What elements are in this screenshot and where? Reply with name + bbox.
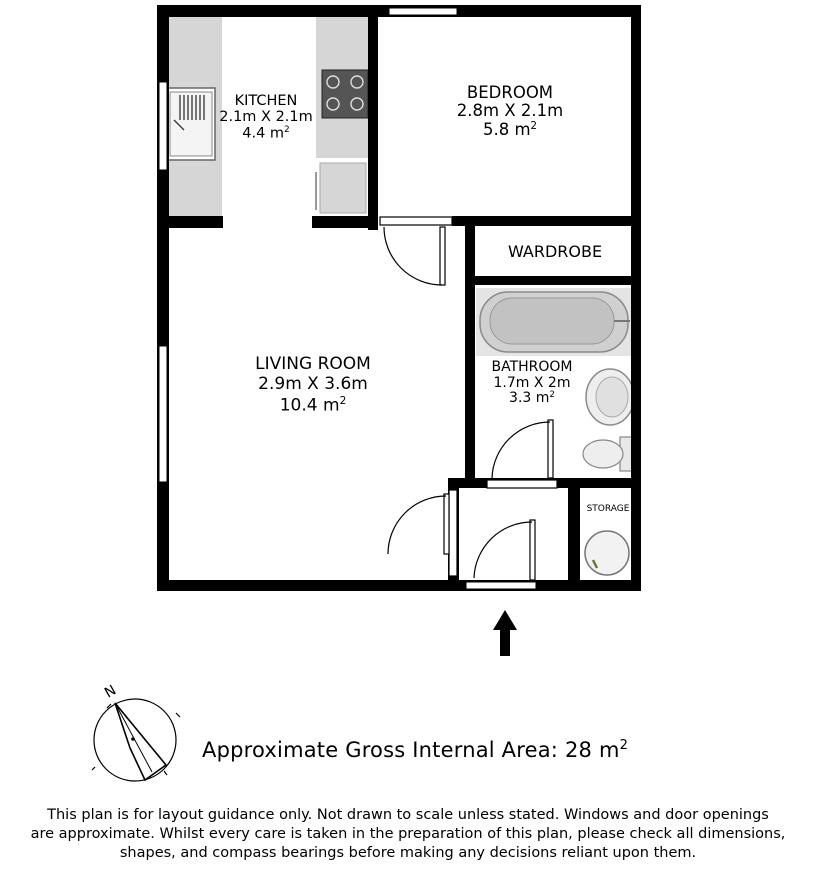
- wall-wardrobe-bottom: [465, 276, 641, 285]
- door-bedroom-frame: [380, 217, 452, 225]
- wall-kitchen-living-left: [157, 216, 223, 228]
- wall-kitchen-bedroom: [368, 5, 378, 230]
- wardrobe-label: [480, 243, 630, 261]
- disclaimer: [0, 806, 816, 863]
- compass-needle: [115, 703, 166, 780]
- kitchen-name: KITCHEN: [234, 93, 298, 109]
- window-kitchen: [159, 82, 167, 170]
- window-living: [159, 346, 167, 482]
- kitchen-dimensions: 2.1m X 2.1m: [219, 109, 313, 126]
- gross-internal-area: [202, 738, 722, 762]
- compass-north-letter: N: [102, 682, 120, 702]
- wardrobe-name: WARDROBE: [507, 242, 603, 261]
- wall-bedroom-bottom: [452, 216, 641, 226]
- bathroom-label: [472, 360, 592, 407]
- window-bedroom: [389, 8, 457, 15]
- door-living-swing: [388, 496, 446, 554]
- door-hall-swing: [474, 522, 532, 578]
- living-room-name: LIVING ROOM: [255, 354, 371, 374]
- bedroom-label: [420, 84, 600, 140]
- living-room-label: [218, 354, 408, 415]
- door-bathroom-leaf: [548, 420, 553, 478]
- disclaimer-line-2: are approximate. Whilst every care is taken in the preparation of this plan, please check all dimensions,: [30, 826, 786, 843]
- bathroom-area: 3.3 $m^2$: [509, 390, 555, 407]
- kitchen-area: 4.4 $m^2$: [242, 125, 290, 142]
- wall-kitchen-living-right: [312, 216, 378, 228]
- fridge: [320, 163, 366, 213]
- door-living-leaf: [444, 494, 449, 554]
- disclaimer-line-3: shapes, and compass bearings before making any decisions reliant upon them.: [119, 845, 697, 862]
- door-bathroom-swing: [492, 422, 550, 478]
- living-room-area: 10.4 $m^2$: [279, 394, 347, 416]
- bedroom-area: 5.8 $m^2$: [482, 120, 538, 140]
- disclaimer-line-1: This plan is for layout guidance only. Not drawn to scale unless stated. Windows and door openings: [47, 807, 769, 823]
- window-entrance: [466, 582, 536, 589]
- door-bedroom-swing: [384, 227, 442, 285]
- door-hall-leaf: [530, 520, 535, 580]
- washbasin-bowl: [596, 377, 628, 417]
- gross-area-unit-sup: 2: [619, 738, 629, 754]
- storage-label: [580, 504, 636, 514]
- bedroom-name: BEDROOM: [466, 83, 554, 102]
- entrance-arrow-icon: [493, 610, 517, 656]
- bathtub-basin: [490, 298, 614, 344]
- toilet-icon: [583, 440, 623, 468]
- compass-icon: [92, 699, 180, 781]
- kitchen-label: [200, 93, 332, 142]
- storage-name: STORAGE: [586, 504, 630, 514]
- door-bathroom-frame: [487, 480, 557, 488]
- door-living-frame: [449, 490, 457, 576]
- gross-area-text: Approximate Gross Internal Area: 28 m: [202, 738, 620, 762]
- wall-storage-left: [568, 478, 580, 591]
- storage-fixtures: [585, 531, 629, 575]
- living-room-dimensions: 2.9m X 3.6m: [258, 374, 368, 395]
- door-bedroom-leaf: [440, 227, 445, 285]
- bedroom-dimensions: 2.8m X 2.1m: [456, 101, 564, 121]
- bathroom-dimensions: 1.7m X 2m: [493, 374, 571, 391]
- boiler-icon: [585, 531, 629, 575]
- bathroom-name: BATHROOM: [491, 359, 573, 375]
- wall-living-right: [465, 216, 475, 482]
